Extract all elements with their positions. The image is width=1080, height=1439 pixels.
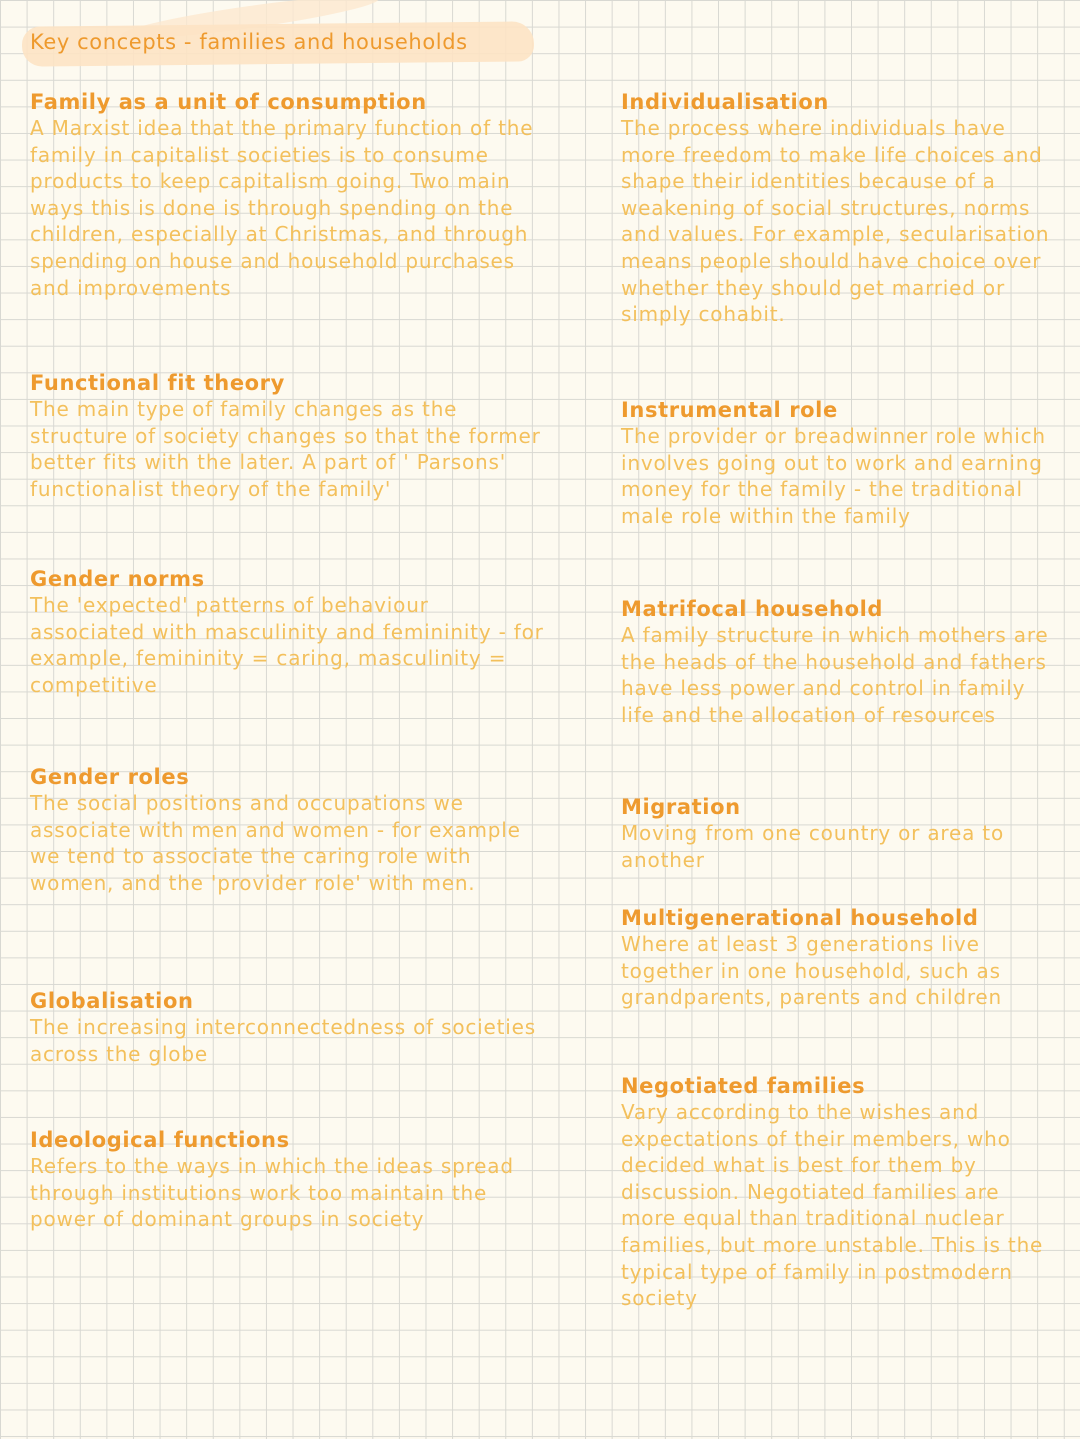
concept-definition: A family structure in which mothers are the heads of the household and fathers have less power and control in family life and the allocation of resources (621, 623, 1049, 727)
concept-term: Ideological functions (30, 1128, 290, 1152)
concept-definition: Where at least 3 generations live together in one household, such as grandparents, parents and children (621, 932, 1002, 1010)
concept-term: Negotiated families (621, 1074, 866, 1098)
concept-matrifocal-household (621, 596, 1061, 728)
concept-definition: The social positions and occupations we associate with men and women - for example we tend to associate the caring role with women, and the 'provider role' with men. (30, 791, 521, 895)
concept-term: Globalisation (30, 989, 194, 1013)
concept-definition: Vary according to the wishes and expectations of their members, who decided what is best for them by discussion. Negotiated families are more equal than traditional nuclear families, but more unstable. This is the typical type of family in postmodern society (621, 1100, 1044, 1311)
concept-multigenerational-household (621, 905, 1061, 1011)
concept-migration (621, 794, 1061, 873)
concept-definition: The provider or breadwinner role which involves going out to work and earning money for the family - the traditional male role within the family (621, 424, 1046, 528)
concept-definition: Moving from one country or area to another (621, 821, 1004, 872)
concept-term: Family as a unit of consumption (30, 90, 427, 114)
concept-term: Migration (621, 795, 741, 819)
concept-gender-roles (30, 764, 550, 896)
concept-definition: A Marxist idea that the primary function of the family in capitalist societies is to consume products to keep capitalism going. Two main ways this is done is through spending on the children, especially at Christmas, and through spending on house and household purchases and improvements (30, 116, 534, 300)
concept-term: Multigenerational household (621, 906, 979, 930)
concept-instrumental-role (621, 397, 1061, 529)
concept-definition: The increasing interconnectedness of societies across the globe (30, 1015, 536, 1066)
concept-ideological-functions (30, 1127, 550, 1233)
concept-term: Instrumental role (621, 398, 838, 422)
page-title: Key concepts - families and households (30, 30, 468, 54)
concept-term: Matrifocal household (621, 597, 884, 621)
concept-family-as-unit-of-consumption (30, 89, 550, 301)
concept-term: Individualisation (621, 90, 829, 114)
concept-negotiated-families (621, 1073, 1061, 1312)
concept-functional-fit-theory (30, 370, 550, 502)
concept-definition: The process where individuals have more freedom to make life choices and shape their identities because of a weakening of social structures, norms and values. For example, secularisation means people should have choice over whether they should get married or simply cohabit. (621, 116, 1050, 327)
concept-term: Gender roles (30, 765, 190, 789)
concept-definition: Refers to the ways in which the ideas spread through institutions work too maintain the power of dominant groups in society (30, 1154, 514, 1232)
concept-gender-norms (30, 566, 550, 698)
concept-term: Gender norms (30, 567, 205, 591)
concept-term: Functional fit theory (30, 371, 285, 395)
concept-individualisation (621, 89, 1061, 328)
concept-globalisation (30, 988, 550, 1067)
concept-definition: The 'expected' patterns of behaviour associated with masculinity and femininity - for example, femininity = caring, masculinity = competitive (30, 593, 544, 697)
concept-definition: The main type of family changes as the structure of society changes so that the former better fits with the later. A part of ' Parsons' functionalist theory of the family' (30, 397, 541, 501)
